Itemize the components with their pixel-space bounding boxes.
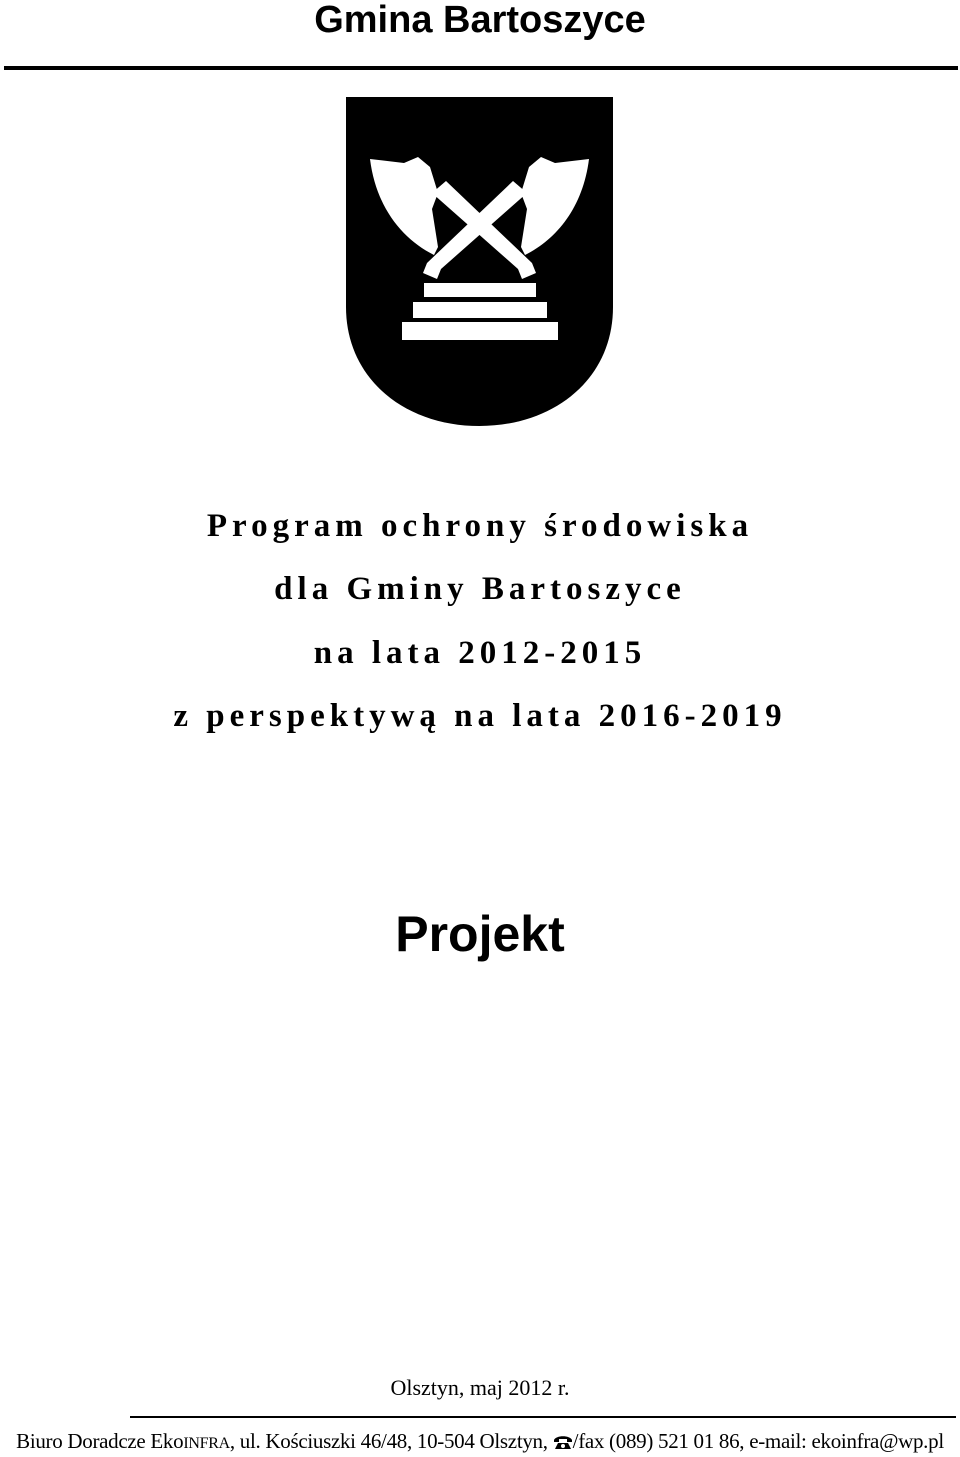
telephone-icon [553,1434,573,1450]
document-status: Projekt [395,906,565,962]
coat-of-arms-crossed-axes-icon [346,97,613,426]
footer-contact [0,1428,960,1457]
footer-contact-details: /fax (089) 521 01 86, e-mail: ekoinfra@wp.pl [572,1429,944,1453]
document-title-line-4: z perspektywą na lata 2016-2019 [173,698,787,734]
shield-field [346,97,613,426]
pedestal-steps [402,283,558,340]
place-and-date: Olsztyn, maj 2012 r. [390,1375,570,1400]
document-title-line-2: dla Gminy Bartoszyce [274,571,686,607]
footer-company-suffix: INFRA [183,1435,230,1452]
header-divider [4,66,958,70]
page-title: Gmina Bartoszyce [314,0,646,41]
footer-divider [130,1416,956,1418]
document-title-line-3: na lata 2012-2015 [313,635,647,671]
document-title-line-1: Program ochrony środowiska [206,508,754,544]
footer-address: , ul. Kościuszki 46/48, 10-504 Olsztyn, [229,1429,553,1453]
footer-company-prefix: Biuro Doradcze Eko [16,1429,184,1453]
